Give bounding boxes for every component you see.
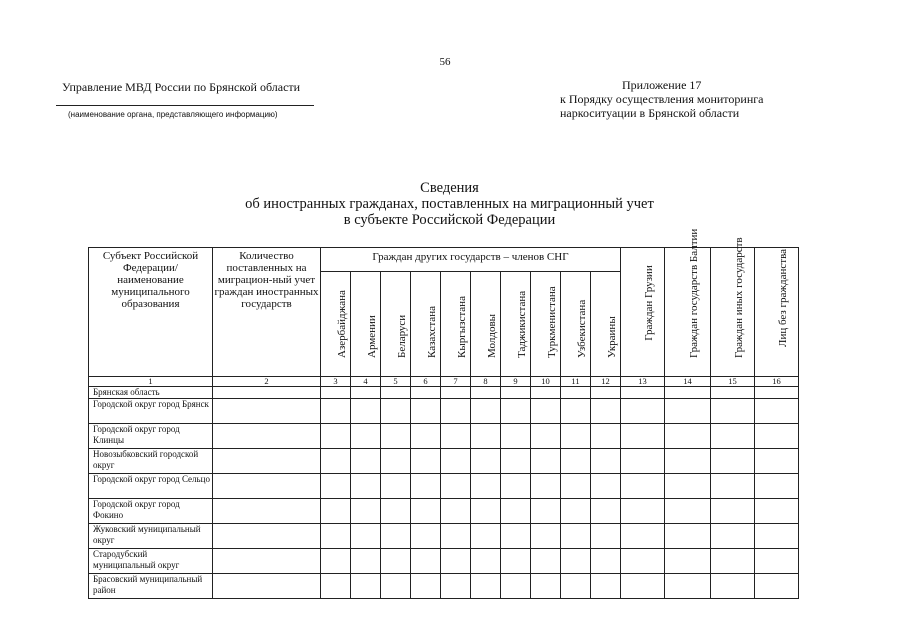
column-number: 8 bbox=[471, 377, 501, 387]
data-cell[interactable] bbox=[471, 449, 501, 474]
header-uzbekistan bbox=[561, 272, 591, 377]
data-cell[interactable] bbox=[381, 449, 411, 474]
data-cell[interactable] bbox=[351, 574, 381, 599]
data-cell[interactable] bbox=[531, 574, 561, 599]
row-label: Городской округ город Клинцы bbox=[89, 424, 213, 449]
data-cell[interactable] bbox=[621, 399, 665, 424]
data-cell[interactable] bbox=[755, 524, 799, 549]
data-cell[interactable] bbox=[441, 574, 471, 599]
table-body bbox=[89, 387, 799, 599]
data-cell[interactable] bbox=[561, 524, 591, 549]
column-number: 6 bbox=[411, 377, 441, 387]
data-cell[interactable] bbox=[351, 474, 381, 499]
column-number: 11 bbox=[561, 377, 591, 387]
data-cell[interactable] bbox=[213, 399, 321, 424]
data-cell[interactable] bbox=[755, 549, 799, 574]
data-cell[interactable] bbox=[471, 387, 501, 399]
data-cell[interactable] bbox=[321, 549, 351, 574]
table-row bbox=[89, 387, 799, 399]
table-row bbox=[89, 449, 799, 474]
data-cell[interactable] bbox=[321, 574, 351, 599]
data-cell[interactable] bbox=[501, 474, 531, 499]
header-ukraine bbox=[591, 272, 621, 377]
header-azerbaijan-label: Азербайджана bbox=[335, 290, 348, 358]
appendix-number: Приложение 17 bbox=[622, 78, 702, 92]
column-number: 2 bbox=[213, 377, 321, 387]
data-cell[interactable] bbox=[381, 399, 411, 424]
header-moldova-label: Молдовы bbox=[485, 313, 498, 358]
data-cell[interactable] bbox=[381, 499, 411, 524]
table-row bbox=[89, 424, 799, 449]
data-cell[interactable] bbox=[351, 387, 381, 399]
title-line-1: Сведения bbox=[420, 180, 479, 196]
column-number: 9 bbox=[501, 377, 531, 387]
data-cell[interactable] bbox=[665, 499, 711, 524]
data-cell[interactable] bbox=[665, 574, 711, 599]
data-cell[interactable] bbox=[591, 549, 621, 574]
data-cell[interactable] bbox=[411, 524, 441, 549]
data-cell[interactable] bbox=[213, 424, 321, 449]
column-number: 12 bbox=[591, 377, 621, 387]
header-cis: Граждан других государств – членов СНГ bbox=[321, 248, 621, 272]
header-baltic bbox=[665, 228, 711, 377]
data-cell[interactable] bbox=[755, 449, 799, 474]
data-cell[interactable] bbox=[441, 424, 471, 449]
data-cell[interactable] bbox=[561, 499, 591, 524]
data-cell[interactable] bbox=[321, 449, 351, 474]
header-count: Количество поставленных на миграцион-ный учет граждан иностранных государств bbox=[213, 248, 321, 377]
data-cell[interactable] bbox=[755, 424, 799, 449]
data-cell[interactable] bbox=[321, 399, 351, 424]
table-row bbox=[89, 399, 799, 424]
data-cell[interactable] bbox=[591, 449, 621, 474]
data-cell[interactable] bbox=[213, 524, 321, 549]
header-armenia bbox=[351, 272, 381, 377]
data-cell[interactable] bbox=[621, 574, 665, 599]
data-cell[interactable] bbox=[561, 399, 591, 424]
data-cell[interactable] bbox=[351, 499, 381, 524]
data-cell[interactable] bbox=[411, 399, 441, 424]
data-cell[interactable] bbox=[441, 474, 471, 499]
data-cell[interactable] bbox=[471, 474, 501, 499]
data-cell[interactable] bbox=[755, 574, 799, 599]
data-cell[interactable] bbox=[501, 549, 531, 574]
header-subject: Субъект Российской Федерации/ наименование муниципального образования bbox=[89, 248, 213, 377]
data-cell[interactable] bbox=[321, 387, 351, 399]
header-tajikistan bbox=[501, 272, 531, 377]
data-cell[interactable] bbox=[213, 549, 321, 574]
data-cell[interactable] bbox=[621, 524, 665, 549]
data-cell[interactable] bbox=[665, 399, 711, 424]
data-cell[interactable] bbox=[321, 524, 351, 549]
table-row bbox=[89, 524, 799, 549]
column-number: 1 bbox=[89, 377, 213, 387]
data-cell[interactable] bbox=[591, 399, 621, 424]
table-row bbox=[89, 574, 799, 599]
organization-underline bbox=[56, 105, 314, 106]
data-cell[interactable] bbox=[531, 549, 561, 574]
data-cell[interactable] bbox=[411, 574, 441, 599]
data-cell[interactable] bbox=[213, 449, 321, 474]
data-cell[interactable] bbox=[411, 449, 441, 474]
data-cell[interactable] bbox=[711, 399, 755, 424]
migration-table bbox=[88, 228, 799, 599]
table-row bbox=[89, 499, 799, 524]
title-line-2: об иностранных гражданах, поставленных на миграционный учет bbox=[245, 196, 654, 212]
table-row bbox=[89, 549, 799, 574]
data-cell[interactable] bbox=[441, 499, 471, 524]
header-belarus-label: Беларуси bbox=[395, 314, 408, 358]
data-cell[interactable] bbox=[711, 387, 755, 399]
data-cell[interactable] bbox=[755, 387, 799, 399]
data-cell[interactable] bbox=[711, 524, 755, 549]
data-cell[interactable] bbox=[381, 549, 411, 574]
data-cell[interactable] bbox=[441, 399, 471, 424]
data-cell[interactable] bbox=[531, 449, 561, 474]
column-number: 7 bbox=[441, 377, 471, 387]
data-cell[interactable] bbox=[213, 499, 321, 524]
table-row bbox=[89, 474, 799, 499]
data-cell[interactable] bbox=[711, 499, 755, 524]
data-cell[interactable] bbox=[411, 499, 441, 524]
data-cell[interactable] bbox=[501, 499, 531, 524]
header-kyrgyzstan-label: Кыргызстана bbox=[455, 296, 468, 358]
data-cell[interactable] bbox=[755, 499, 799, 524]
header-tajikistan-label: Таджикистана bbox=[515, 290, 528, 358]
data-cell[interactable] bbox=[711, 474, 755, 499]
data-cell[interactable] bbox=[561, 387, 591, 399]
header-kazakhstan bbox=[411, 272, 441, 377]
data-cell[interactable] bbox=[591, 387, 621, 399]
header-other-states bbox=[711, 237, 755, 377]
data-cell[interactable] bbox=[501, 424, 531, 449]
data-cell[interactable] bbox=[561, 424, 591, 449]
row-label: Новозыбковский городской округ bbox=[89, 449, 213, 474]
data-cell[interactable] bbox=[561, 549, 591, 574]
data-cell[interactable] bbox=[561, 449, 591, 474]
page-number: 56 bbox=[439, 56, 451, 68]
data-cell[interactable] bbox=[381, 387, 411, 399]
data-cell[interactable] bbox=[411, 474, 441, 499]
data-cell[interactable] bbox=[411, 549, 441, 574]
header-kyrgyzstan bbox=[441, 272, 471, 377]
data-cell[interactable] bbox=[711, 574, 755, 599]
organization-caption: (наименование органа, представляющего информацию) bbox=[68, 110, 278, 119]
data-cell[interactable] bbox=[381, 424, 411, 449]
data-cell[interactable] bbox=[321, 474, 351, 499]
data-cell[interactable] bbox=[531, 499, 561, 524]
row-label: Городской округ город Брянск bbox=[89, 399, 213, 424]
header-ukraine-label: Украины bbox=[605, 316, 618, 358]
header-stateless bbox=[755, 248, 799, 377]
row-label: Брасовский муниципальный район bbox=[89, 574, 213, 599]
data-cell[interactable] bbox=[665, 449, 711, 474]
data-cell[interactable] bbox=[471, 574, 501, 599]
data-cell[interactable] bbox=[441, 549, 471, 574]
data-cell[interactable] bbox=[531, 424, 561, 449]
header-azerbaijan bbox=[321, 272, 351, 377]
appendix-block bbox=[560, 78, 763, 120]
data-cell[interactable] bbox=[531, 474, 561, 499]
header-georgia bbox=[621, 248, 665, 377]
header-stateless-label: Лиц без гражданства bbox=[776, 248, 789, 348]
title-line-3: в субъекте Российской Федерации bbox=[343, 212, 556, 228]
data-cell[interactable] bbox=[755, 474, 799, 499]
data-cell[interactable] bbox=[665, 387, 711, 399]
data-cell[interactable] bbox=[441, 387, 471, 399]
data-cell[interactable] bbox=[621, 387, 665, 399]
header-turkmenistan-label: Туркменистана bbox=[545, 286, 558, 358]
data-cell[interactable] bbox=[321, 424, 351, 449]
data-cell[interactable] bbox=[501, 449, 531, 474]
data-cell[interactable] bbox=[441, 524, 471, 549]
header-belarus bbox=[381, 272, 411, 377]
data-cell[interactable] bbox=[411, 424, 441, 449]
data-cell[interactable] bbox=[213, 387, 321, 399]
header-turkmenistan bbox=[531, 272, 561, 377]
appendix-line-3: наркоситуации в Брянской области bbox=[560, 106, 740, 120]
column-number: 14 bbox=[665, 377, 711, 387]
data-cell[interactable] bbox=[621, 549, 665, 574]
data-cell[interactable] bbox=[501, 574, 531, 599]
column-number: 4 bbox=[351, 377, 381, 387]
data-cell[interactable] bbox=[665, 524, 711, 549]
data-cell[interactable] bbox=[471, 499, 501, 524]
data-cell[interactable] bbox=[591, 499, 621, 524]
data-cell[interactable] bbox=[351, 524, 381, 549]
data-cell[interactable] bbox=[501, 524, 531, 549]
data-cell[interactable] bbox=[665, 424, 711, 449]
data-cell[interactable] bbox=[591, 524, 621, 549]
data-cell[interactable] bbox=[381, 524, 411, 549]
data-cell[interactable] bbox=[591, 474, 621, 499]
row-label: Брянская область bbox=[89, 387, 213, 399]
data-cell[interactable] bbox=[711, 424, 755, 449]
data-cell[interactable] bbox=[351, 449, 381, 474]
data-cell[interactable] bbox=[621, 424, 665, 449]
data-cell[interactable] bbox=[621, 449, 665, 474]
data-cell[interactable] bbox=[501, 399, 531, 424]
data-cell[interactable] bbox=[621, 499, 665, 524]
data-cell[interactable] bbox=[351, 399, 381, 424]
header-moldova bbox=[471, 272, 501, 377]
data-cell[interactable] bbox=[381, 474, 411, 499]
header-armenia-label: Армении bbox=[365, 315, 378, 358]
row-label: Городской округ город Фокино bbox=[89, 499, 213, 524]
row-label: Городской округ город Сельцо bbox=[89, 474, 213, 499]
data-cell[interactable] bbox=[471, 399, 501, 424]
column-number-row bbox=[89, 377, 799, 387]
column-number: 10 bbox=[531, 377, 561, 387]
row-label: Жуковский муниципальный округ bbox=[89, 524, 213, 549]
data-cell[interactable] bbox=[531, 399, 561, 424]
column-number: 3 bbox=[321, 377, 351, 387]
row-label: Стародубский муниципальный округ bbox=[89, 549, 213, 574]
data-cell[interactable] bbox=[591, 574, 621, 599]
data-cell[interactable] bbox=[621, 474, 665, 499]
data-cell[interactable] bbox=[561, 574, 591, 599]
data-cell[interactable] bbox=[561, 474, 591, 499]
data-cell[interactable] bbox=[213, 574, 321, 599]
document-title bbox=[0, 180, 899, 228]
data-cell[interactable] bbox=[665, 549, 711, 574]
header-uzbekistan-label: Узбекистана bbox=[575, 299, 588, 358]
data-cell[interactable] bbox=[411, 387, 441, 399]
column-number: 16 bbox=[755, 377, 799, 387]
header-baltic-label: Граждан государств Балтии bbox=[687, 228, 700, 358]
header-other-states-label: Граждан иных государств bbox=[732, 237, 745, 358]
data-cell[interactable] bbox=[471, 524, 501, 549]
column-number: 5 bbox=[381, 377, 411, 387]
data-cell[interactable] bbox=[381, 574, 411, 599]
organization-name: Управление МВД России по Брянской области bbox=[62, 80, 301, 94]
data-cell[interactable] bbox=[665, 474, 711, 499]
data-cell[interactable] bbox=[351, 424, 381, 449]
data-cell[interactable] bbox=[755, 399, 799, 424]
appendix-line-2: к Порядку осуществления мониторинга bbox=[560, 92, 764, 106]
data-cell[interactable] bbox=[441, 449, 471, 474]
header-georgia-label: Граждан Грузии bbox=[642, 265, 655, 341]
data-cell[interactable] bbox=[471, 424, 501, 449]
data-cell[interactable] bbox=[531, 524, 561, 549]
column-number: 13 bbox=[621, 377, 665, 387]
header-kazakhstan-label: Казахстана bbox=[425, 306, 438, 358]
column-number: 15 bbox=[711, 377, 755, 387]
data-cell[interactable] bbox=[321, 499, 351, 524]
data-cell[interactable] bbox=[213, 474, 321, 499]
data-cell[interactable] bbox=[591, 424, 621, 449]
data-cell[interactable] bbox=[471, 549, 501, 574]
data-cell[interactable] bbox=[531, 387, 561, 399]
data-cell[interactable] bbox=[711, 449, 755, 474]
data-cell[interactable] bbox=[351, 549, 381, 574]
data-cell[interactable] bbox=[501, 387, 531, 399]
data-cell[interactable] bbox=[711, 549, 755, 574]
